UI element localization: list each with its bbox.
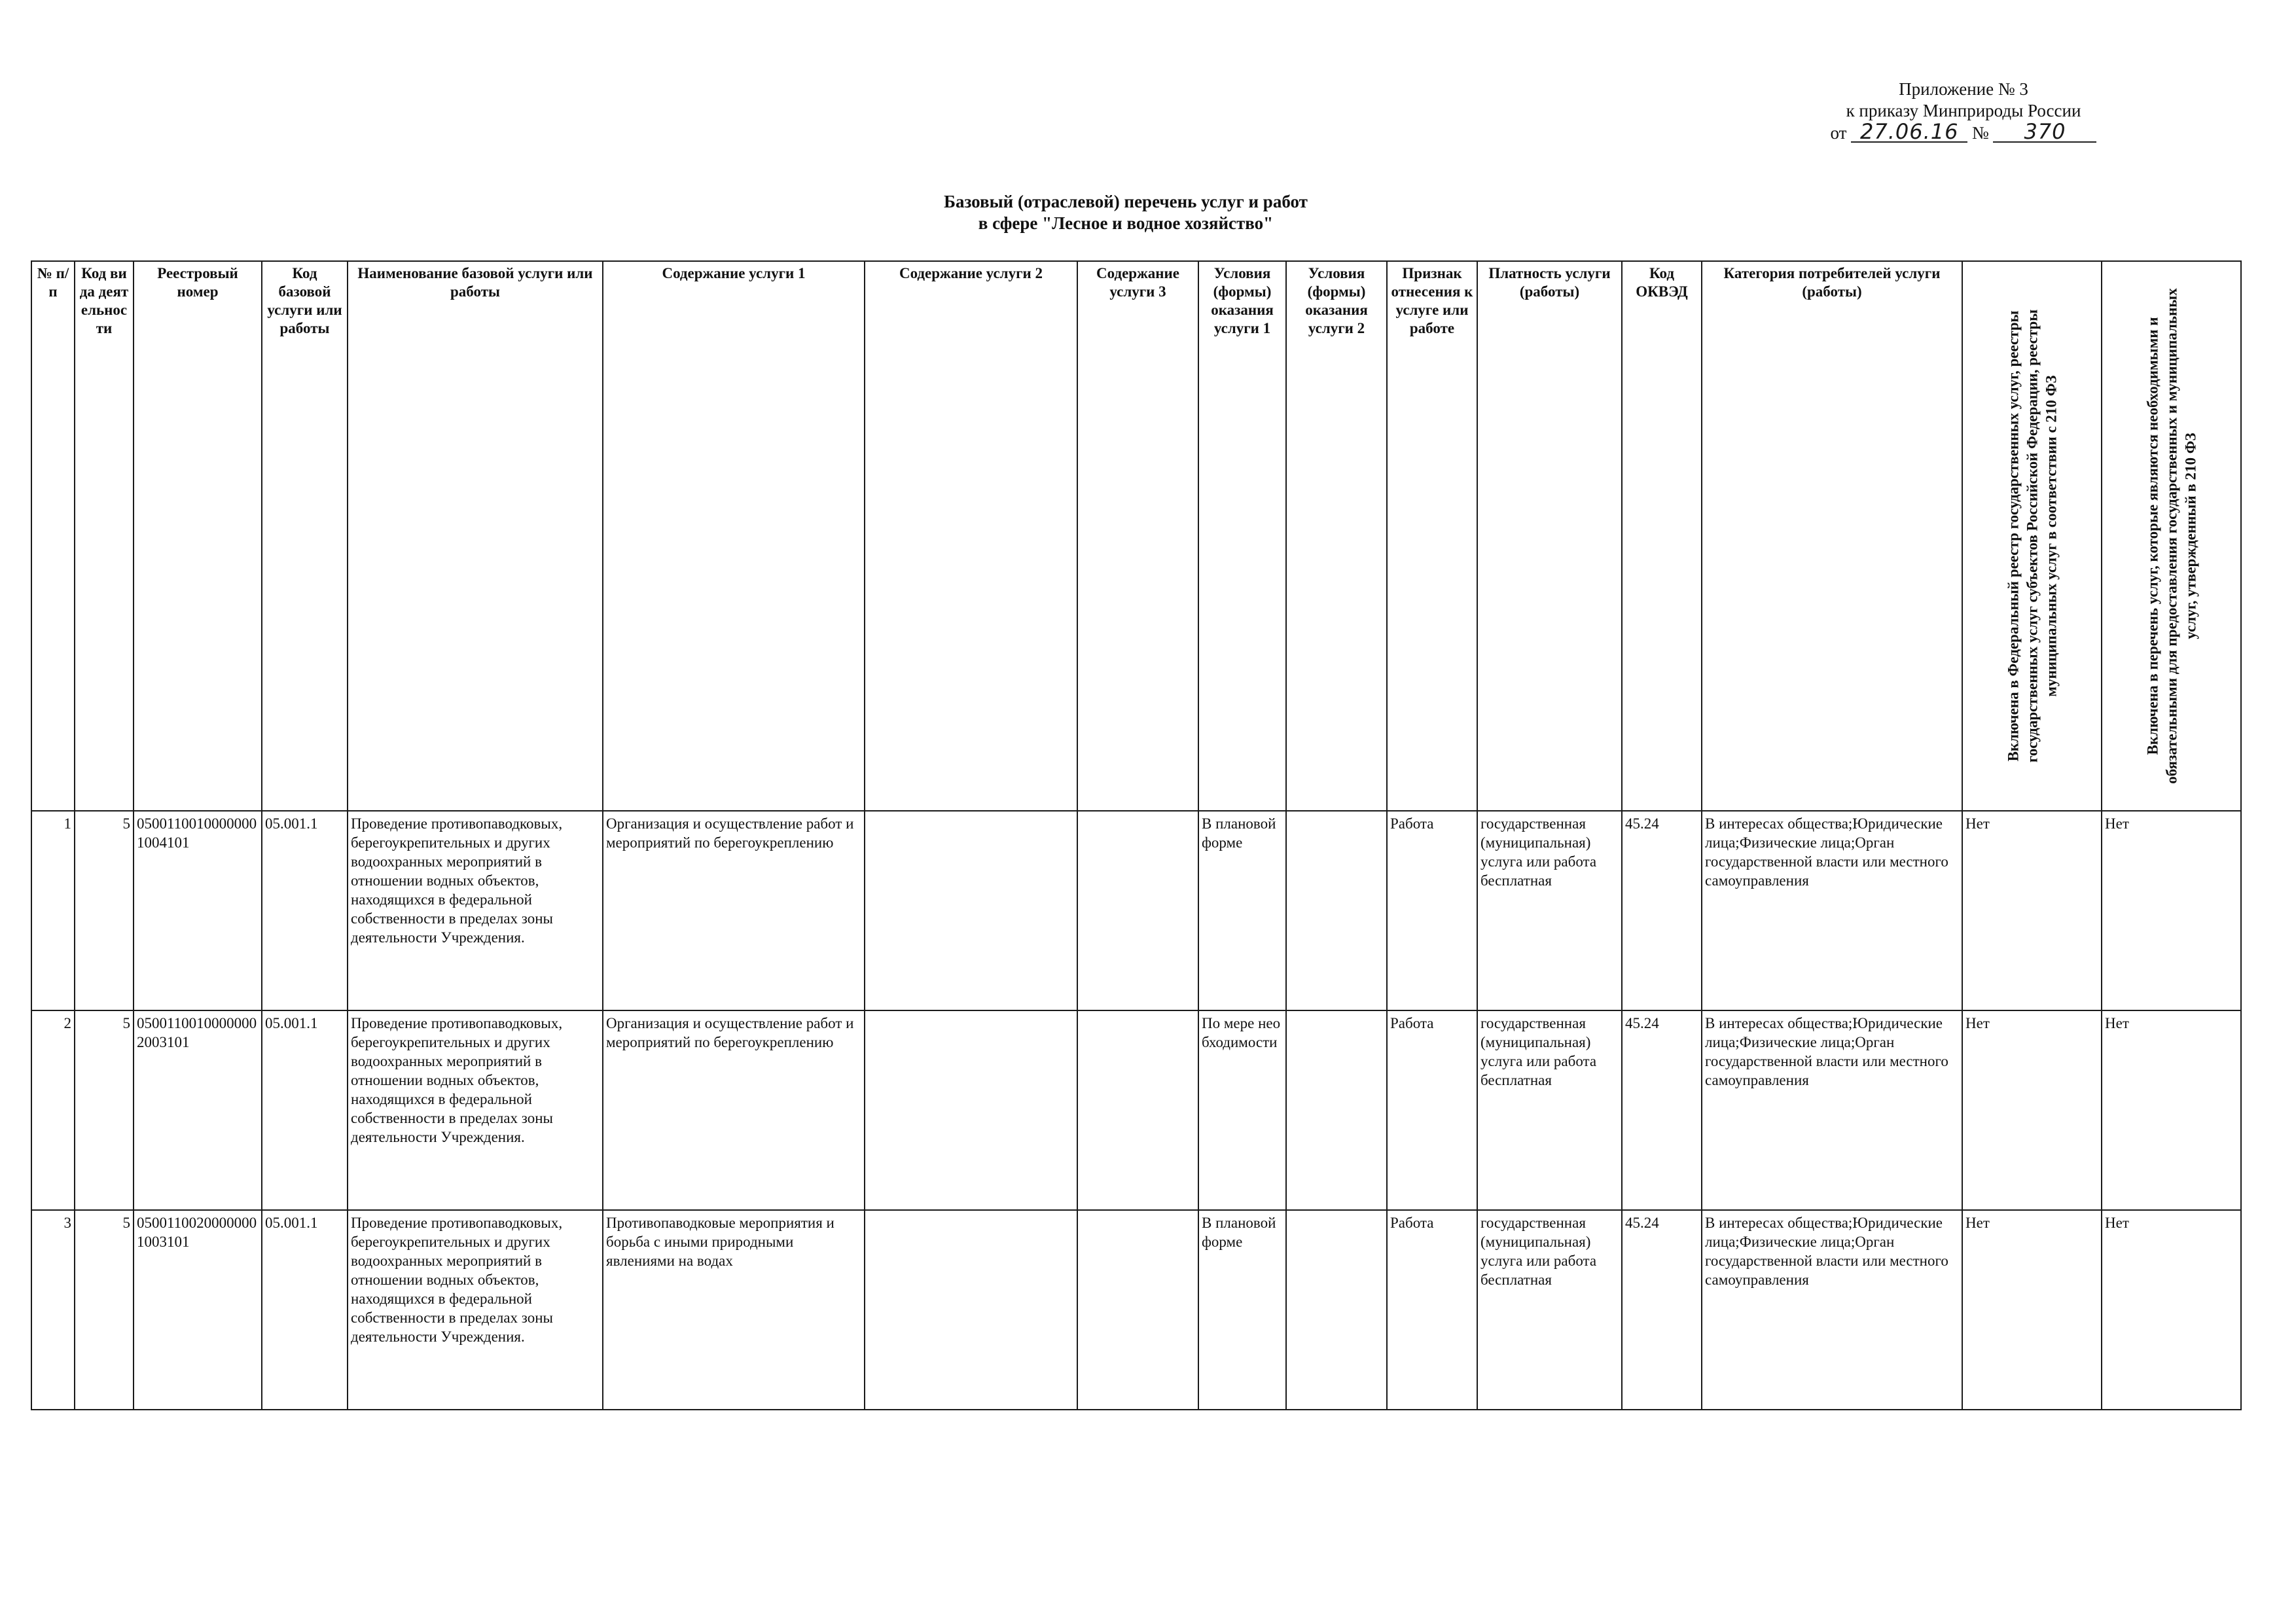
table-row [31, 1010, 2241, 1210]
cell-payment: государственная (муниципальная) услуга или работа бесплатная [1477, 1210, 1622, 1410]
cell-registry-number: 05001100100000002003101 [134, 1010, 262, 1210]
cell-condition-2 [1286, 1010, 1387, 1210]
cell-condition-1: В плановой форме [1198, 1210, 1286, 1410]
from-label: от [1830, 123, 1847, 143]
cell-condition-1: В плановой форме [1198, 811, 1286, 1010]
header-cell: Категория потребителей услуги (работы) [1702, 261, 1962, 811]
cell-consumers: В интересах общества;Юридические лица;Физические лица;Орган государственной власти или местного самоуправления [1702, 1210, 1962, 1410]
header-cell: Содержание услуги 2 [865, 261, 1077, 811]
cell-index: 2 [31, 1010, 75, 1210]
cell-registry-number: 05001100100000001004101 [134, 811, 262, 1010]
cell-federal-registry: Нет [1962, 1010, 2102, 1210]
cell-service-code: 05.001.1 [262, 1010, 348, 1210]
header-cell: Код вида деятельности [75, 261, 134, 811]
cell-okved: 45.24 [1622, 811, 1702, 1010]
cell-content-2 [865, 1010, 1077, 1210]
header-cell-rotated [2102, 261, 2241, 811]
cell-service-name: Проведение противопаводковых, берегоукрепительных и других водоохранных мероприятий в отношении водных объектов, находящихся в федеральной собственности в пределах зоны деятельности Учреждения. [348, 811, 603, 1010]
cell-payment: государственная (муниципальная) услуга или работа бесплатная [1477, 1010, 1622, 1210]
table-row [31, 1210, 2241, 1410]
cell-index: 1 [31, 811, 75, 1010]
cell-consumers: В интересах общества;Юридические лица;Физические лица;Орган государственной власти или местного самоуправления [1702, 1010, 1962, 1210]
cell-service-name: Проведение противопаводковых, берегоукрепительных и других водоохранных мероприятий в отношении водных объектов, находящихся в федеральной собственности в пределах зоны деятельности Учреждения. [348, 1010, 603, 1210]
cell-condition-2 [1286, 1210, 1387, 1410]
cell-mandatory-list: Нет [2102, 811, 2241, 1010]
cell-type: Работа [1387, 1210, 1477, 1410]
header-rotated-text: Включена в перечень услуг, которые являются необходимыми и обязательными для предоставления государственных и муниципальных услуг, утвержденный в 210 ФЗ [2144, 288, 2198, 784]
header-cell: Условия (формы) оказания услуги 2 [1286, 261, 1387, 811]
header-rotated-text: Включена в Федеральный реестр государственных услуг, реестры государственных услуг субъектов Российской Федерации, реестры муниципальных услуг в соответствии с 210 ФЗ [2005, 309, 2059, 763]
number-label: № [1971, 123, 1989, 143]
cell-service-code: 05.001.1 [262, 1210, 348, 1410]
header-cell: Платность услуги (работы) [1477, 261, 1622, 811]
cell-content-2 [865, 811, 1077, 1010]
cell-content-3 [1077, 811, 1198, 1010]
header-cell: Содержание услуги 3 [1077, 261, 1198, 811]
header-cell: Содержание услуги 1 [603, 261, 865, 811]
header-cell: Реестровый номер [134, 261, 262, 811]
cell-service-code: 05.001.1 [262, 811, 348, 1010]
cell-mandatory-list: Нет [2102, 1210, 2241, 1410]
appendix-line-2: к приказу Минприроды России [1846, 101, 2081, 120]
cell-content-3 [1077, 1210, 1198, 1410]
cell-content-3 [1077, 1010, 1198, 1210]
cell-index: 3 [31, 1210, 75, 1410]
cell-activity-code: 5 [75, 1010, 134, 1210]
cell-content-1: Организация и осуществление работ и мероприятий по берегоукреплению [603, 1010, 865, 1210]
cell-type: Работа [1387, 1010, 1477, 1210]
title-line-1: Базовый (отраслевой) перечень услуг и работ [944, 192, 1308, 211]
cell-content-2 [865, 1210, 1077, 1410]
table-row [31, 811, 2241, 1010]
header-cell: Условия (формы) оказания услуги 1 [1198, 261, 1286, 811]
cell-okved: 45.24 [1622, 1010, 1702, 1210]
header-cell: Признак отнесения к услуге или работе [1387, 261, 1477, 811]
cell-content-1: Противопаводковые мероприятия и борьба с иными природными явлениями на водах [603, 1210, 865, 1410]
appendix-line-3 [1820, 119, 2108, 144]
header-cell: № п/п [31, 261, 75, 811]
cell-activity-code: 5 [75, 811, 134, 1010]
cell-condition-2 [1286, 811, 1387, 1010]
cell-federal-registry: Нет [1962, 811, 2102, 1010]
cell-type: Работа [1387, 811, 1477, 1010]
cell-service-name: Проведение противопаводковых, берегоукрепительных и других водоохранных мероприятий в отношении водных объектов, находящихся в федеральной собственности в пределах зоны деятельности Учреждения. [348, 1210, 603, 1410]
handwritten-number: 370 [1993, 122, 2096, 143]
appendix-block [1820, 79, 2108, 144]
handwritten-date: 27.06.16 [1851, 122, 1967, 143]
header-cell: Код ОКВЭД [1622, 261, 1702, 811]
cell-consumers: В интересах общества;Юридические лица;Физические лица;Орган государственной власти или местного самоуправления [1702, 811, 1962, 1010]
title-line-2: в сфере "Лесное и водное хозяйство" [978, 213, 1274, 233]
cell-payment: государственная (муниципальная) услуга или работа бесплатная [1477, 811, 1622, 1010]
cell-mandatory-list: Нет [2102, 1010, 2241, 1210]
header-cell: Код базовой услуги или работы [262, 261, 348, 811]
header-cell-rotated [1962, 261, 2102, 811]
header-cell: Наименование базовой услуги или работы [348, 261, 603, 811]
cell-content-1: Организация и осуществление работ и мероприятий по берегоукреплению [603, 811, 865, 1010]
table-header-row [31, 261, 2241, 811]
document-title [851, 191, 1401, 234]
cell-condition-1: По мере необходимости [1198, 1010, 1286, 1210]
cell-federal-registry: Нет [1962, 1210, 2102, 1410]
appendix-line-1: Приложение № 3 [1899, 79, 2028, 99]
cell-registry-number: 05001100200000001003101 [134, 1210, 262, 1410]
cell-okved: 45.24 [1622, 1210, 1702, 1410]
cell-activity-code: 5 [75, 1210, 134, 1410]
services-table [31, 260, 2242, 1410]
